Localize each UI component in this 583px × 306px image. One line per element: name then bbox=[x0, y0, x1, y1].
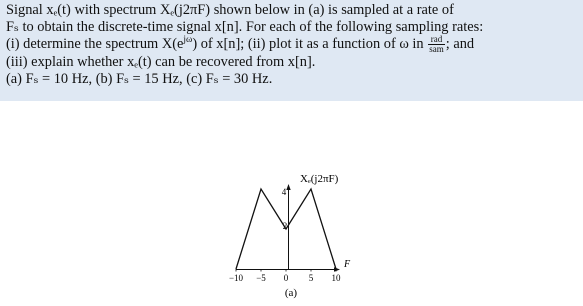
problem-line-3 bbox=[6, 35, 577, 54]
problem-statement bbox=[0, 0, 583, 101]
y-tick-label-2: 2 bbox=[283, 221, 288, 231]
problem-line-4: (iii) explain whether xₑ(t) can be recovered from x[n]. bbox=[6, 54, 577, 71]
x-tick-label: 0 bbox=[284, 273, 289, 283]
y-axis-arrowhead bbox=[286, 184, 290, 190]
problem-line-5: (a) Fₛ = 10 Hz, (b) Fₛ = 15 Hz, (c) Fₛ = 30 Hz. bbox=[6, 71, 577, 88]
chart-title: Xₑ(j2πF) bbox=[300, 173, 339, 185]
problem-line-2: Fₛ to obtain the discrete-time signal x[n]. For each of the following sampling rates: bbox=[6, 19, 577, 36]
x-tick-label: −5 bbox=[256, 273, 266, 283]
exponent-j-omega: jω bbox=[183, 35, 192, 45]
spectrum-chart bbox=[0, 101, 583, 301]
x-axis-label: F bbox=[343, 259, 351, 270]
problem-line-1: Signal xₑ(t) with spectrum Xₑ(j2πF) shown below in (a) is sampled at a rate of bbox=[6, 2, 577, 19]
x-axis-arrowhead bbox=[334, 267, 340, 271]
x-tick-label: −10 bbox=[229, 273, 244, 283]
spectrum-figure bbox=[0, 101, 583, 301]
x-tick-label: 5 bbox=[309, 273, 314, 283]
rad-per-sample-fraction bbox=[428, 35, 445, 54]
y-tick-label-4: 4 bbox=[282, 187, 287, 197]
fraction-numerator: rad bbox=[428, 35, 445, 45]
problem-line-3-end: ; and bbox=[446, 36, 474, 52]
spectrum-curve bbox=[236, 189, 336, 269]
problem-line-3-middle: ) of x[n]; (ii) plot it as a function of ω in bbox=[192, 36, 423, 52]
figure-caption: (a) bbox=[285, 287, 298, 299]
x-ticks bbox=[229, 273, 341, 283]
x-tick-label: 10 bbox=[332, 273, 342, 283]
fraction-denominator: sam bbox=[428, 45, 445, 54]
problem-line-3-start: (i) determine the spectrum X(e bbox=[6, 36, 183, 52]
